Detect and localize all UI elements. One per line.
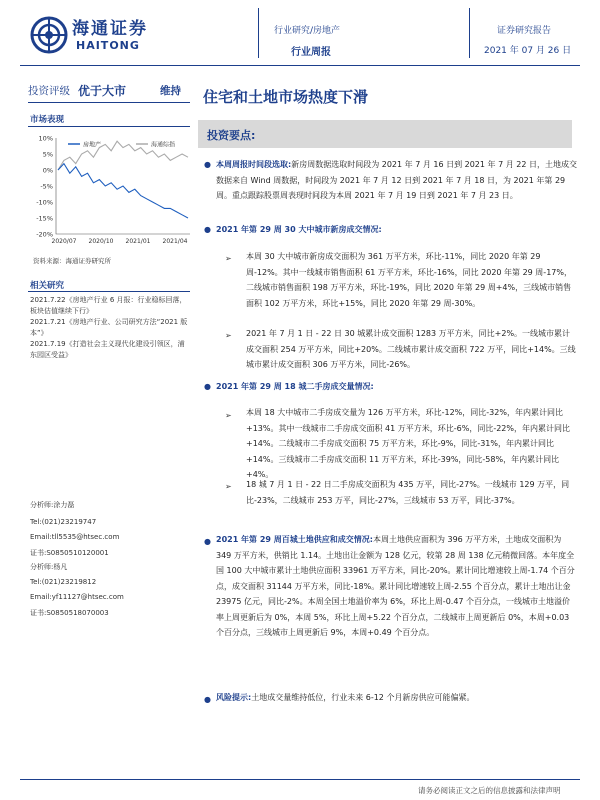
risk-paragraph <box>216 690 578 706</box>
key-points-title: 投资要点: <box>207 129 256 142</box>
market-performance-chart <box>28 132 193 250</box>
market-section-title: 市场表现 <box>30 115 65 125</box>
time-period-paragraph <box>216 157 578 204</box>
logo-emblem-icon <box>30 14 68 56</box>
related-item[interactable]: 2021.7.19《打造社会主义现代化建设引领区，浦东园区受益》 <box>30 340 185 359</box>
analyst-tel: Tel:(021)23219747 <box>30 518 97 526</box>
report-label: 证券研究报告 <box>497 26 552 36</box>
report-type: 行业周报 <box>291 47 331 58</box>
footer-disclaimer: 请务必阅读正文之后的信息披露和法律声明 <box>418 786 561 795</box>
legend-label: 海通综指 <box>151 141 176 149</box>
bullet-icon: ● <box>204 160 211 169</box>
logo-cn-text: 海通证券 <box>72 19 148 39</box>
new-home-paragraph-1: 本周 30 大中城市新房成交面积为 361 万平方米，环比-11%，同比 2020 年第 29 周-12%。其中一线城市销售面积 61 万平方米，环比-16%，同比 2020 年第 29 周-17%，二线城市销售面积 198 万平方米，环比-19%，同比 2020 年第 29 周+4%，三线城市销售面积 102 万平方米，环比+15%，同比 2020 年第 29 周-30%。 <box>246 252 572 308</box>
analyst-name: 分析师:杨凡 <box>30 563 68 571</box>
related-item[interactable]: 2021.7.21《房地产行业、公司研究方法“2021 版本”》 <box>30 318 188 337</box>
arrow-bullet-icon: ➢ <box>225 411 232 420</box>
land-paragraph <box>216 532 578 641</box>
y-tick-label: -15% <box>36 214 53 223</box>
related-item[interactable]: 2021.7.22《房地产行业 6 月报：行业稳标回落，板块估值继续下行》 <box>30 296 187 315</box>
series-line-real-estate <box>58 164 188 218</box>
header-divider <box>469 8 470 58</box>
land-section-label: 2021 年第 29 周百城土地供应和成交情况: <box>216 535 373 544</box>
bullet-icon: ● <box>204 537 211 546</box>
header-divider <box>258 8 259 58</box>
arrow-bullet-icon: ➢ <box>225 254 232 263</box>
header-rule <box>20 65 580 66</box>
second-hand-paragraph-2: 18 城 7 月 1 日 - 22 日二手房成交面积为 435 万平，同比-27%。一线城市 129 万平，同比-23%，二线城市 253 万平，同比-27%，三线城市 53 万平，同比-37%。 <box>246 480 570 505</box>
bullet-icon: ● <box>204 225 211 234</box>
analyst-tel: Tel:(021)23219812 <box>30 578 97 586</box>
x-tick-label: 2021/01 <box>125 238 151 245</box>
time-period-text: 新房周数据选取时间段为 2021 年 7 月 16 日到 2021 年 7 月 22 日，土地成交数据来自 Wind 周数据，时间段为 2021 年 7 月 12 日到 2021 年 7 月 18 日，为 2021 年第 29 周。重点跟踪股票周表现时间段为本周 2021 年 7 月 19 日到 2021 年 7 月 23 日。 <box>216 160 577 200</box>
x-tick-label: 2020/10 <box>88 238 114 245</box>
x-tick-label: 2020/07 <box>51 238 77 245</box>
rating-status: 维持 <box>160 85 181 97</box>
risk-label: 风险提示: <box>216 693 252 702</box>
arrow-bullet-icon: ➢ <box>225 482 232 491</box>
page-title: 住宅和土地市场热度下滑 <box>203 88 369 106</box>
x-tick-label: 2021/04 <box>162 238 188 245</box>
analyst-cert: 证书:S0850510120001 <box>30 549 109 557</box>
report-category: 行业研究/房地产 <box>274 26 341 36</box>
related-section-title: 相关研究 <box>30 281 65 291</box>
bullet-icon: ● <box>204 695 211 704</box>
bullet-icon: ● <box>204 382 211 391</box>
risk-text: 土地成交量维持低位，行业未来 6-12 个月新房供应可能偏紧。 <box>251 693 475 702</box>
analyst-email[interactable]: Email:yf11127@htsec.com <box>30 593 124 601</box>
rating-label: 投资评级 <box>28 85 70 97</box>
analyst-cert: 证书:S0850518070003 <box>30 609 109 617</box>
land-text: 本周土地供应面积为 396 万平方米，土地成交面积为 349 万平方米，供销比 1.14。土地出让金额为 128 亿元，较第 28 周 138 亿元稍微回落。本年度全国 100 大中城市累计土地供应面积 33961 万平方米，同比-20%。累计同比增速较上周-1.74 个百分点，成交面积 31144 万平方米，同比-18%。累计同比增速较上周-2.55 个百分点，累计土地出让金 23975 亿元，同比-2%。本周全国土地溢价率为 6%，环比上周-0.47 个百分点，一线城市土地溢价率上周更新后为 0%，本周 5%，环比上周+5.22 个百分点，二线城市上周更新后 0%，本周+0.03 个百分点，三线城市上周更新后 9%，本周+0.49 个百分点。 <box>216 535 575 637</box>
section-rule <box>28 291 190 292</box>
rating-rule <box>28 102 190 103</box>
time-period-label: 本周周报时间段选取: <box>216 160 292 169</box>
section-rule <box>28 126 190 127</box>
company-logo <box>30 14 150 56</box>
new-home-paragraph-2: 2021 年 7 月 1 日 - 22 日 30 城累计成交面积 1283 万平方米，同比+2%。一线城市累计成交面积 254 万平方米，同比+20%。二线城市累计成交面积 722 万平，同比+14%。三线城市累计成交面积 306 万平方米，同比-26%。 <box>246 329 576 369</box>
legend-label: 房地产 <box>83 141 102 149</box>
chart-source: 资料来源：海通证券研究所 <box>33 257 111 265</box>
new-home-section-title: 2021 年第 29 周 30 大中城市新房成交情况: <box>216 225 382 234</box>
y-tick-label: 10% <box>38 134 53 143</box>
y-tick-label: -10% <box>36 198 53 207</box>
y-tick-label: -5% <box>40 182 53 191</box>
analyst-email[interactable]: Email:tll5535@htsec.com <box>30 533 120 541</box>
report-date: 2021 年 07 月 26 日 <box>484 46 572 56</box>
footer-rule <box>20 779 580 780</box>
y-tick-label: -20% <box>36 230 53 239</box>
rating-value: 优于大市 <box>78 84 127 98</box>
second-hand-paragraph-1: 本周 18 大中城市二手房成交量为 126 万平方米，环比-12%，同比-32%，年内累计同比+13%。其中一线城市二手房成交面积 41 万平方米，环比-6%，同比-22%，年内累计同比+14%。二线城市二手房成交面积 75 万平方米，环比-9%，同比-31%，年内累计同比+14%。三线城市二手房成交面积 11 万平方米，环比-39%，同比-58%，年内累计同比+4%。 <box>246 408 570 479</box>
arrow-bullet-icon: ➢ <box>225 331 232 340</box>
y-tick-label: 0% <box>42 166 53 175</box>
rating-box <box>28 83 190 99</box>
y-tick-label: 5% <box>42 150 53 159</box>
logo-en-text: HAITONG <box>76 39 140 52</box>
analyst-name: 分析师:涂力磊 <box>30 501 75 509</box>
second-hand-section-title: 2021 年第 29 周 18 城二手房成交量情况: <box>216 382 374 391</box>
